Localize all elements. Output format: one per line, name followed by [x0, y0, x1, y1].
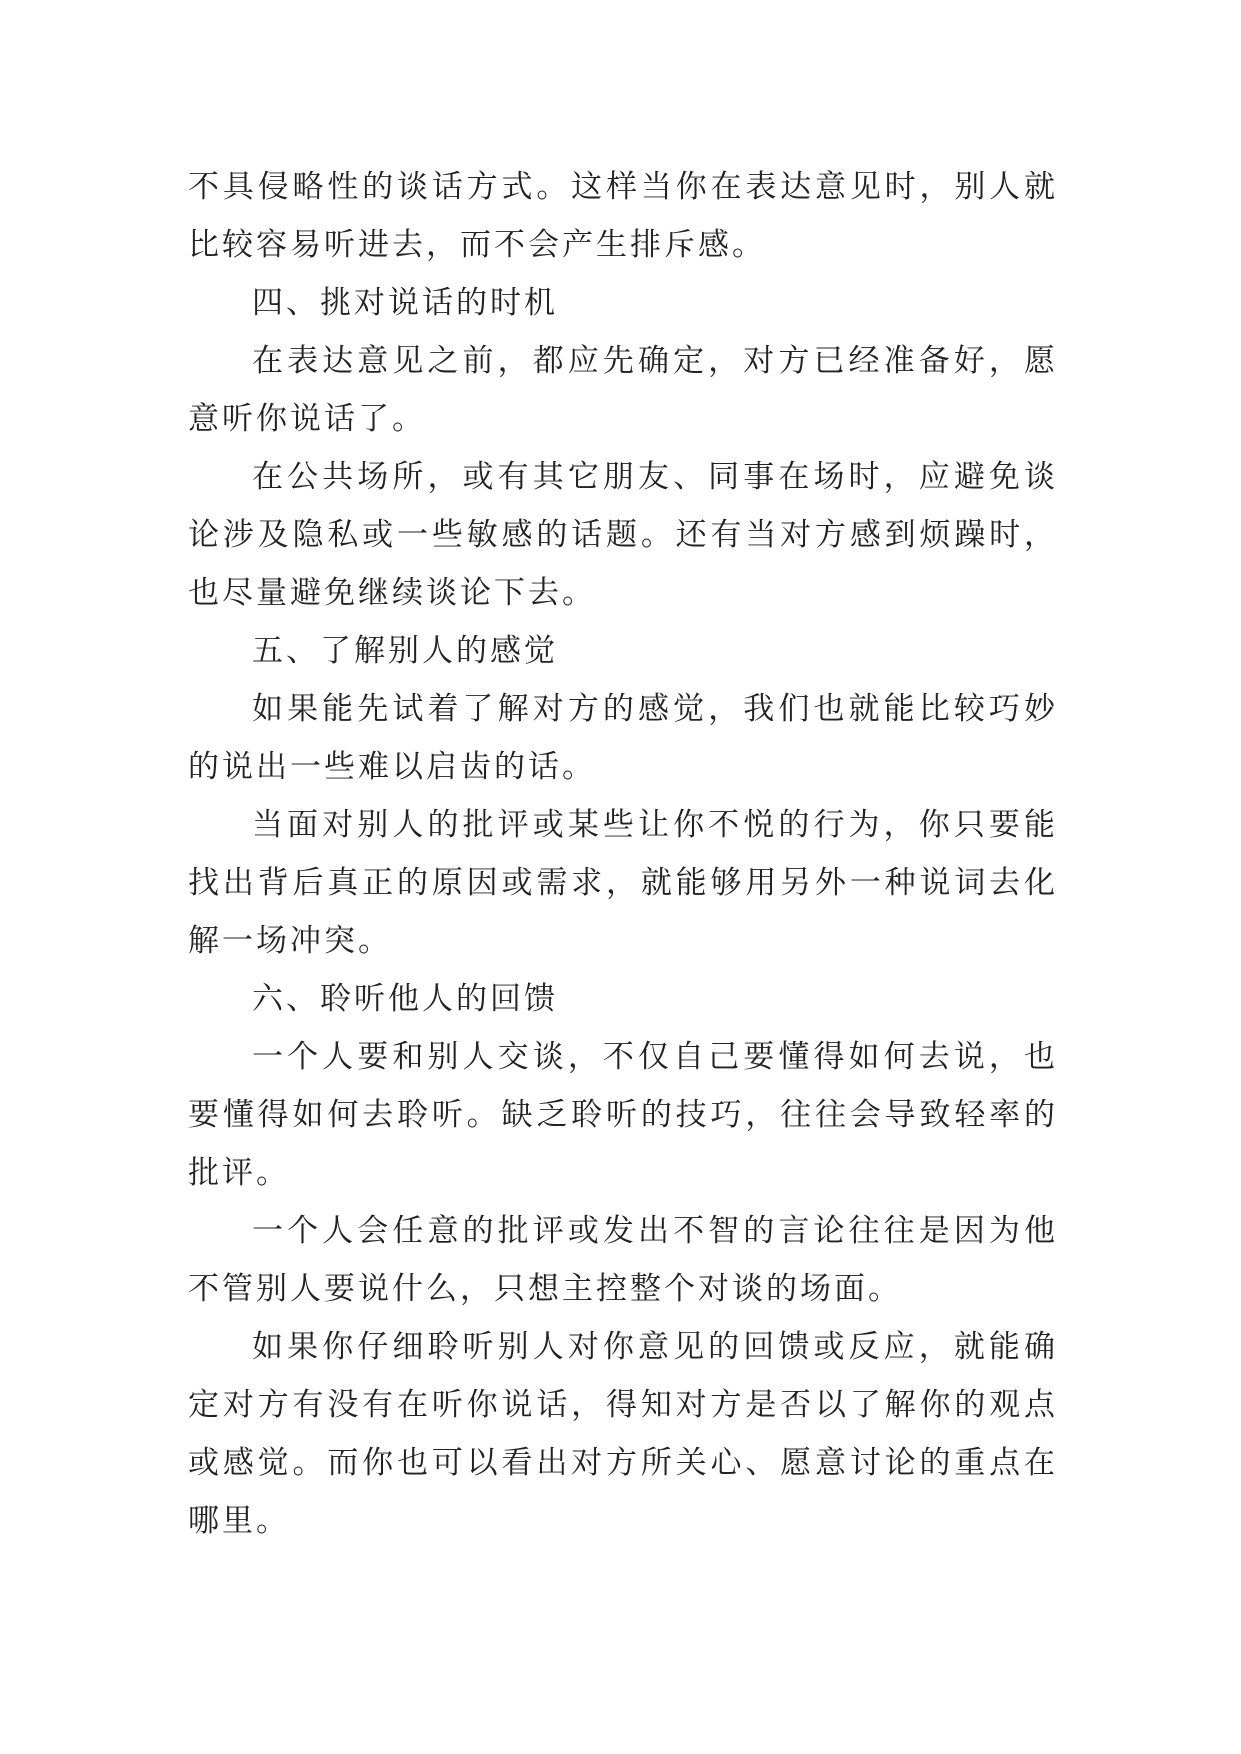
paragraph-2: 在表达意见之前，都应先确定，对方已经准备好，愿意听你说话了。 — [188, 343, 1058, 437]
paragraph-3: 在公共场所，或有其它朋友、同事在场时，应避免谈论涉及隐私或一些敏感的话题。还有当对方感到烦躁时，也尽量避免继续谈论下去。 — [188, 459, 1058, 611]
paragraph-1: 不具侵略性的谈话方式。这样当你在表达意见时，别人就比较容易听进去，而不会产生排斥感。 — [188, 169, 1058, 263]
paragraph-7: 一个人会任意的批评或发出不智的言论往往是因为他不管别人要说什么，只想主控整个对谈的场面。 — [188, 1213, 1058, 1307]
paragraph-5: 当面对别人的批评或某些让你不悦的行为，你只要能找出背后真正的原因或需求，就能够用另外一种说词去化解一场冲突。 — [188, 807, 1058, 959]
document-body — [188, 158, 1058, 1550]
paragraph-6: 一个人要和别人交谈，不仅自己要懂得如何去说，也要懂得如何去聆听。缺乏聆听的技巧，往往会导致轻率的批评。 — [188, 1039, 1058, 1191]
section-heading-4: 四、挑对说话的时机 — [252, 285, 558, 321]
section-heading-5: 五、了解别人的感觉 — [252, 633, 558, 669]
paragraph-8: 如果你仔细聆听别人对你意见的回馈或反应，就能确定对方有没有在听你说话，得知对方是否以了解你的观点或感觉。而你也可以看出对方所关心、愿意讨论的重点在哪里。 — [188, 1329, 1058, 1539]
section-heading-6: 六、聆听他人的回馈 — [252, 981, 558, 1017]
paragraph-4: 如果能先试着了解对方的感觉，我们也就能比较巧妙的说出一些难以启齿的话。 — [188, 691, 1058, 785]
